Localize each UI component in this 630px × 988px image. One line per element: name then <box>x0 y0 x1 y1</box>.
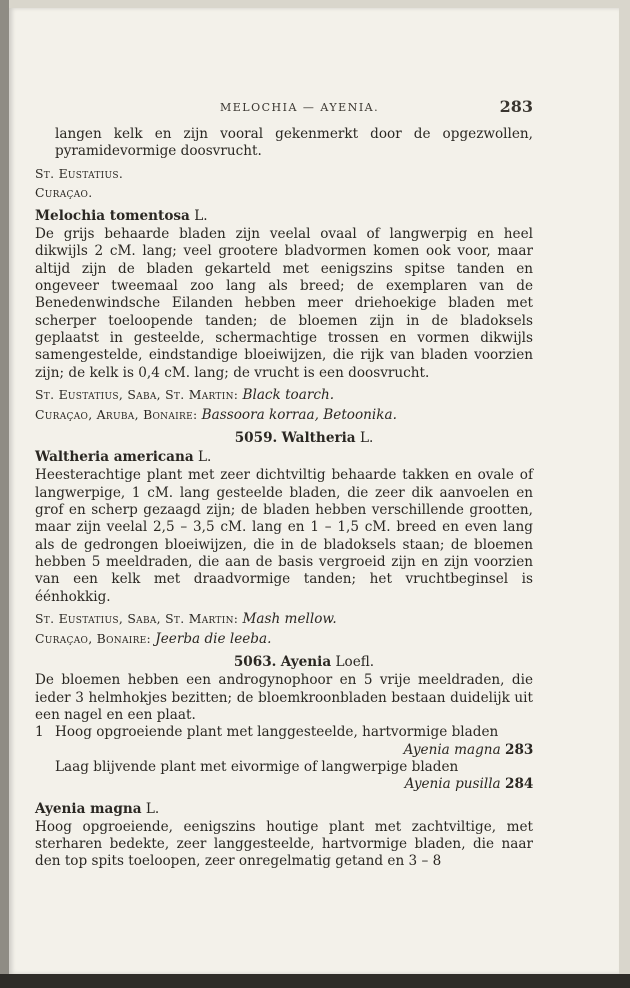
species-description: Hoog opgroeiende, eenigszins houtige plant met zachtviltige, met sterharen bedekte, zeer langgesteelde, hartvormige bladen, die naar den top spits toeloopen, zeer onregelmatig getand en 3 – 8 <box>35 818 533 870</box>
key-result-1 <box>35 742 533 759</box>
locality-line <box>35 386 533 404</box>
species-name: Ayenia magna <box>35 800 142 817</box>
genus-description: De bloemen hebben een androgynophoor en 5 vrije meeldraden, die ieder 3 helmhokjes bezitten; de bloemkroonbladen bestaan duidelijk uit een nagel en een plaat. <box>35 672 533 724</box>
locality: Curaçao, Bonaire: <box>35 631 152 647</box>
locality-line <box>35 610 533 628</box>
species-author: L. <box>198 449 212 466</box>
vernacular-name: Jeerba die leeba. <box>155 631 272 648</box>
key-lead-text: Hoog opgroeiende plant met langgesteelde, hartvormige bladen <box>55 724 499 741</box>
species-name: Melochia tomentosa <box>35 208 190 225</box>
running-title: MELOCHIA — AYENIA. <box>220 101 380 114</box>
intro-paragraph: langen kelk en zijn vooral gekenmerkt door de opgezwollen, pyramidevormige doosvrucht. <box>55 126 533 160</box>
locality-line: Curaçao. <box>35 184 93 200</box>
species-heading-melochia <box>35 207 533 225</box>
book-page <box>9 8 619 974</box>
running-header <box>35 96 533 126</box>
genus-heading-waltheria <box>35 429 533 447</box>
genus-number: 5059. <box>234 430 278 447</box>
key-page: 283 <box>505 741 534 758</box>
key-taxon: Ayenia pusilla <box>404 776 501 793</box>
vernacular-name: Bassoora korraa, Betoonika. <box>201 407 397 424</box>
species-author: L. <box>194 208 208 225</box>
locality-line <box>35 406 533 424</box>
scan-bottom-edge <box>0 974 630 988</box>
genus-number: 5063. <box>233 654 277 671</box>
key-lead-2: Laag blijvende plant met eivormige of langwerpige bladen <box>55 758 459 775</box>
key-taxon: Ayenia magna <box>403 741 501 758</box>
locality-line <box>35 630 533 648</box>
locality: St. Eustatius, Saba, St. Martin: <box>35 610 239 626</box>
key-lead-number: 1 <box>35 724 44 741</box>
genus-author: L. <box>359 430 374 447</box>
locality: Curaçao, Aruba, Bonaire: <box>35 407 198 423</box>
key-result-2 <box>35 776 533 793</box>
species-author: L. <box>145 800 160 817</box>
identification-key <box>35 724 533 793</box>
species-heading-waltheria <box>35 448 533 466</box>
species-description: De grijs behaarde bladen zijn veelal ovaal of langwerpig en heel dikwijls 2 cM. lang; veel grootere bladvormen komen ook voor, maar altijd zijn de bladen gekarteld met eenigszins spitse tanden en ongeveer tweemaal zoo lang als breed; de exemplaren van de Benedenwindsche Eilanden hebben meer driehoekige bladen met scherper toeloopende tanden; de bloemen zijn in de bladoksels geplaatst in gesteelde, schermachtige trossen en vormen dikwijls samengestelde, eindstandige bloeiwijzen, die rijk van bladen voorzien zijn; de kelk is 0,4 cM. lang; de vrucht is een doosvrucht. <box>35 226 533 381</box>
page-content <box>35 96 533 870</box>
scan-left-edge <box>0 0 9 988</box>
genus-name: Ayenia <box>280 654 332 671</box>
species-heading-ayenia-magna <box>35 800 533 818</box>
locality-line: St. Eustatius. <box>35 165 124 181</box>
genus-heading-ayenia <box>35 653 533 671</box>
key-lead-1 <box>35 724 533 741</box>
locality: St. Eustatius, Saba, St. Martin: <box>35 386 239 402</box>
genus-name: Waltheria <box>281 430 356 447</box>
vernacular-name: Black toarch. <box>242 386 335 403</box>
species-name: Waltheria americana <box>35 449 194 466</box>
genus-author: Loefl. <box>335 654 375 671</box>
key-page: 284 <box>505 776 534 793</box>
page-number: 283 <box>499 97 533 116</box>
vernacular-name: Mash mellow. <box>242 610 337 627</box>
species-description: Heesterachtige plant met zeer dichtviltig behaarde takken en ovale of langwerpige, 1 cM. lang gesteelde bladen, die zeer dik aanvoelen en grof en scherp gezaagd zijn; de bladen hebben verschillende grootten, maar zijn veelal 2,5 – 3,5 cM. lang en 1 – 1,5 cM. breed en even lang als de gedrongen bloeiwijzen, die in de bladoksels staan; de bloemen hebben 5 meeldraden, die aan de basis vergroeid zijn en zijn voorzien van een kelk met draadvormige tanden; het vruchtbeginsel is éénhokkig. <box>35 467 533 605</box>
